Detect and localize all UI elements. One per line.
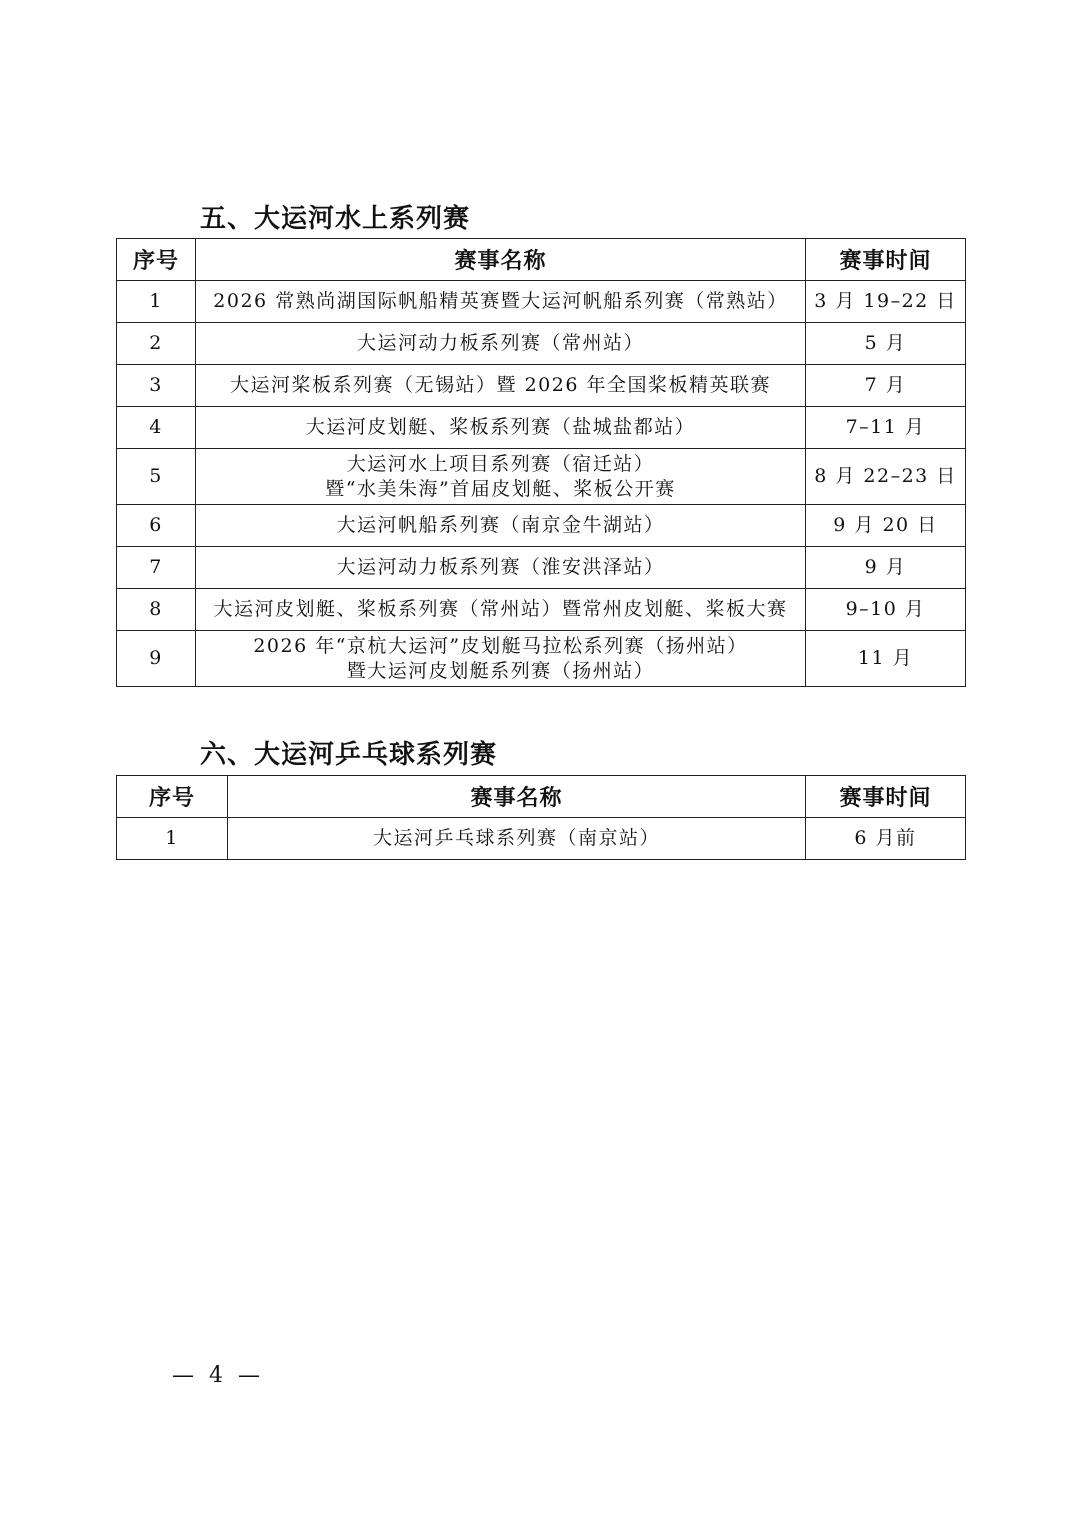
event-name-line: 大运河皮划艇、桨板系列赛（盐城盐都站）: [305, 416, 696, 438]
row-event-name: [228, 818, 806, 860]
table-row: [117, 323, 966, 365]
table-row: [117, 589, 966, 631]
row-event-time: 3 月 19–22 日: [806, 281, 966, 323]
table-row: [117, 281, 966, 323]
row-event-name: [196, 631, 806, 687]
row-event-time: 9 月: [806, 547, 966, 589]
table-row: [117, 407, 966, 449]
event-name-line: 2026 常熟尚湖国际帆船精英赛暨大运河帆船系列赛（常熟站）: [213, 290, 788, 312]
row-event-time: 8 月 22–23 日: [806, 449, 966, 505]
event-name-line: 暨“水美朱海”首届皮划艇、桨板公开赛: [325, 477, 676, 500]
row-event-name: [196, 505, 806, 547]
row-event-name: [196, 365, 806, 407]
row-event-name: [196, 407, 806, 449]
event-name-line: 大运河帆船系列赛（南京金牛湖站）: [336, 514, 665, 536]
row-index: 7: [117, 547, 196, 589]
row-event-name: [196, 589, 806, 631]
header-event-time: 赛事时间: [806, 776, 966, 818]
event-name-line: 大运河皮划艇、桨板系列赛（常州站）暨常州皮划艇、桨板大赛: [213, 598, 788, 620]
row-event-time: 5 月: [806, 323, 966, 365]
water-series-table: [116, 238, 966, 687]
header-event-name: 赛事名称: [196, 239, 806, 281]
table-row: [117, 818, 966, 860]
table-row: [117, 365, 966, 407]
row-event-time: 9 月 20 日: [806, 505, 966, 547]
event-name-line: 暨大运河皮划艇系列赛（扬州站）: [346, 659, 655, 682]
table-row: [117, 631, 966, 687]
row-index: 1: [117, 281, 196, 323]
row-event-name: [196, 449, 806, 505]
event-name-line: 大运河动力板系列赛（常州站）: [356, 332, 644, 354]
row-event-name: [196, 323, 806, 365]
row-index: 4: [117, 407, 196, 449]
header-index: 序号: [117, 239, 196, 281]
row-event-time: 11 月: [806, 631, 966, 687]
event-name-line: 大运河桨板系列赛（无锡站）暨 2026 年全国桨板精英联赛: [230, 374, 771, 396]
event-name-line: 大运河乒乓球系列赛（南京站）: [372, 827, 660, 849]
event-name-line: 大运河动力板系列赛（淮安洪泽站）: [336, 556, 665, 578]
table-row: [117, 547, 966, 589]
event-name-line: 大运河水上项目系列赛（宿迁站）: [346, 452, 655, 475]
row-event-time: 7–11 月: [806, 407, 966, 449]
row-index: 9: [117, 631, 196, 687]
table-row: [117, 449, 966, 505]
section-title-table-tennis-series: 六、大运河乒乓球系列赛: [200, 740, 498, 770]
row-event-time: 9–10 月: [806, 589, 966, 631]
table-header-row: [117, 239, 966, 281]
row-index: 1: [117, 818, 228, 860]
table-tennis-series-table: [116, 775, 966, 860]
event-name-line: 2026 年“京杭大运河”皮划艇马拉松系列赛（扬州站）: [253, 634, 748, 657]
row-index: 2: [117, 323, 196, 365]
row-event-name: [196, 547, 806, 589]
row-index: 5: [117, 449, 196, 505]
table-header-row: [117, 776, 966, 818]
row-event-name: [196, 281, 806, 323]
header-event-time: 赛事时间: [806, 239, 966, 281]
header-index: 序号: [117, 776, 228, 818]
page-number: — 4 —: [172, 1363, 264, 1388]
row-event-time: 7 月: [806, 365, 966, 407]
row-index: 8: [117, 589, 196, 631]
section-title-water-series: 五、大运河水上系列赛: [200, 204, 471, 234]
row-index: 6: [117, 505, 196, 547]
header-event-name: 赛事名称: [228, 776, 806, 818]
row-index: 3: [117, 365, 196, 407]
table-row: [117, 505, 966, 547]
row-event-time: 6 月前: [806, 818, 966, 860]
